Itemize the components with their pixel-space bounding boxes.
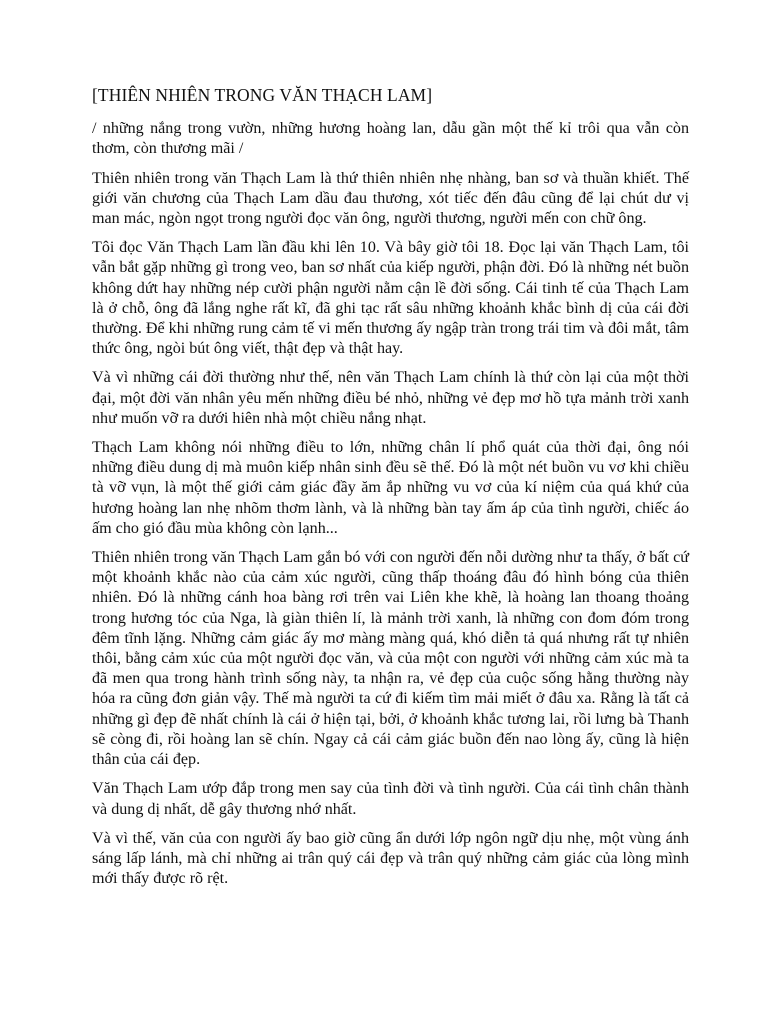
paragraph: Thạch Lam không nói những điều to lớn, những chân lí phổ quát của thời đại, ông nói những điều dung dị mà muôn kiếp nhân sinh đều sẽ thế. Đó là một nét buồn vu vơ khi chiều tà vỡ vụn, là một thế giới cảm giác đầy ăm ắp những vu vơ của kí niệm của quá khứ của hương hoàng lan nhẹ nhõm thơm lành, và là những bàn tay ấm áp của tình người, chiếc áo ấm cho gió đầu mùa không còn lạnh... xyxy=(92,439,689,537)
paragraph: Thiên nhiên trong văn Thạch Lam là thứ thiên nhiên nhẹ nhàng, ban sơ và thuần khiết. Thế giới văn chương của Thạch Lam dầu đau thương, xót tiếc đến đâu cũng để lại chút dư vị man mác, ngòn ngọt trong người đọc văn ông, người thương, người mến con chữ ông. xyxy=(92,169,689,228)
paragraph: Và vì những cái đời thường như thế, nên văn Thạch Lam chính là thứ còn lại của một thời đại, một đời văn nhân yêu mến những điều bé nhỏ, những vẻ đẹp mơ hồ tựa mảnh trời xanh như muốn vỡ ra dưới hiên nhà một chiều nắng nhạt. xyxy=(92,369,689,427)
document-page xyxy=(92,85,689,898)
paragraph: Thiên nhiên trong văn Thạch Lam gắn bó với con người đến nỗi dường như ta thấy, ở bất cứ một khoảnh khắc nào của cảm xúc người, cũng thấp thoáng đâu đó hình bóng của thiên nhiên. Đó là những cánh hoa bàng rơi trên vai Liên khe khẽ, là hoàng lan thoang thoảng trong hương tóc của Nga, là giàn thiên lí, là mảnh trời xanh, là những con đom đóm trong đêm tĩnh lặng. Những cảm giác ấy mơ màng màng quá, khó diễn tả quá nhưng rất tự nhiên thôi, bằng cảm xúc của một người đọc văn, và của một con người với những cảm xúc mà ta đã men qua trong hành trình sống này, ta nhận ra, vẻ đẹp của cuộc sống hằng thường này hóa ra cũng đơn giản vậy. Thế mà người ta cứ đi kiếm tìm mải miết ở đâu xa. Rằng là tất cả những gì đẹp đẽ nhất chính là cái ở hiện tại, bởi, ở khoảnh khắc tương lai, rồi lưng bà Thanh sẽ còng đi, rồi hoàng lan sẽ chín. Ngay cả cái cảm giác buồn đến nao lòng ấy, cũng là hiện thân của cái đẹp. xyxy=(92,549,689,769)
paragraph: Văn Thạch Lam ướp đắp trong men say của tình đời và tình người. Của cái tình chân thành và dung dị nhất, dễ gây thương nhớ nhất. xyxy=(92,780,689,818)
paragraph: Và vì thế, văn của con người ấy bao giờ cũng ẩn dưới lớp ngôn ngữ dịu nhẹ, một vùng ánh sáng lấp lánh, mà chỉ những ai trân quý cái đẹp và trân quý những cảm giác của lòng mình mới thấy được rõ rệt. xyxy=(92,829,689,888)
paragraph: Tôi đọc Văn Thạch Lam lần đầu khi lên 10. Và bây giờ tôi 18. Đọc lại văn Thạch Lam, tôi vẫn bắt gặp những gì trong veo, ban sơ nhất của kiếp người, phận đời. Đó là những nét buồn không dứt hay những nép cười phận người nằm cận lề đời sống. Cái tinh tế của Thạch Lam là ở chỗ, ông đã lắng nghe rất kĩ, đã ghi tạc rất sâu những khoảnh khắc bình dị của cái đời thường. Để khi những rung cảm tế vi mến thương ấy ngập tràn trong trái tim và đôi mắt, tâm thức ông, ngòi bút ông viết, thật đẹp và thật hay. xyxy=(92,239,689,358)
document-title: [THIÊN NHIÊN TRONG VĂN THẠCH LAM] xyxy=(92,85,433,105)
epigraph: / những nắng trong vườn, những hương hoàng lan, dẫu gần một thế kỉ trôi qua vẫn còn thơm, còn thương mãi / xyxy=(92,120,689,158)
